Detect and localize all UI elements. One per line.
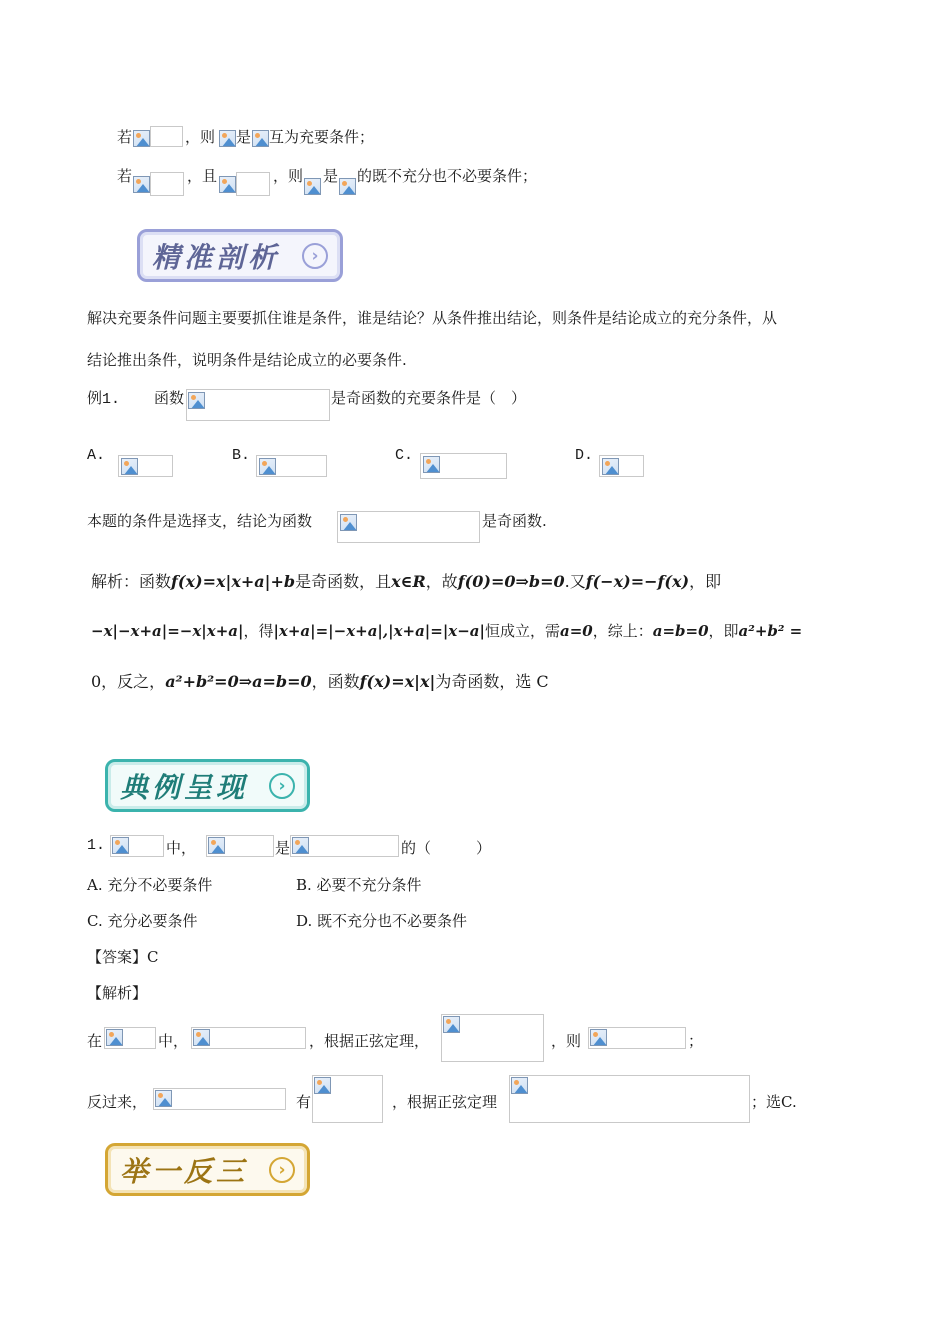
p1-sol2-d: ；选C. [751, 1093, 797, 1111]
option-c-label: C. [395, 447, 414, 464]
image-placeholder-icon [121, 458, 138, 475]
p1-sol1-e: ； [688, 1032, 704, 1050]
answer-line: 【答案】C [87, 948, 159, 966]
image-placeholder-icon [133, 130, 150, 147]
solution-text: 解析：函数 [91, 572, 172, 591]
option-a-label: A. [87, 447, 106, 464]
formula: a=b=0 [652, 622, 709, 640]
image-placeholder-icon [314, 1077, 331, 1094]
arrow-right-icon: › [269, 773, 295, 799]
image-placeholder-icon [292, 837, 309, 854]
intro-line1-text-a: 若 [117, 128, 133, 146]
choice-a: A. 充分不必要条件 [87, 876, 213, 894]
solution-text: .又 [564, 572, 586, 591]
image-placeholder-icon [511, 1077, 528, 1094]
image-placeholder-icon [193, 1029, 210, 1046]
formula: f(x)=x|x+a|+b [171, 572, 296, 591]
analysis-heading: 【解析】 [87, 984, 148, 1002]
image-placeholder-icon [219, 176, 236, 193]
intro-line2-text-d: 是 [323, 167, 339, 185]
formula-image-frame [337, 511, 480, 543]
solution-text: ，得 [243, 622, 274, 640]
p1-sol1-a: 在 [87, 1032, 103, 1050]
solution-text: 是奇函数，且 [295, 572, 392, 591]
solution-text: 恒成立，需 [484, 622, 560, 640]
intro-line2-text-a: 若 [117, 167, 133, 185]
solution-text: ，故 [425, 572, 458, 591]
formula-image-frame [186, 389, 330, 421]
solution-text: ，即 [689, 572, 722, 591]
solution-text: 为奇函数，选 C [435, 672, 549, 691]
image-placeholder-icon [443, 1016, 460, 1033]
solution-line3 [91, 669, 549, 692]
intro-line1-text-d: 互为充要条件； [269, 128, 375, 146]
example1-note-prefix: 本题的条件是选择支，结论为函数 [87, 512, 313, 530]
banner-title: 典例呈现 [120, 770, 249, 804]
problem1-mid2: 是 [275, 839, 291, 857]
intro-line1-text-b: ，则 [185, 128, 216, 146]
formula-image-frame [509, 1075, 750, 1123]
example1-suffix: 是奇函数的充要条件是（ ） [331, 389, 527, 407]
formula-image-frame [236, 172, 270, 196]
solution-text: ，即 [708, 622, 739, 640]
formula: x∈R [391, 572, 426, 591]
banner-title: 精准剖析 [152, 240, 281, 274]
example1-note-suffix: 是奇函数. [482, 512, 547, 530]
p1-sol2-b: 有 [296, 1093, 312, 1111]
formula-image-frame [150, 172, 184, 196]
intro-line2-text-e: 的既不充分也不必要条件； [357, 167, 538, 185]
section-banner-examples [105, 759, 310, 812]
formula: f(−x)=−f(x) [585, 572, 690, 591]
p1-sol2-c: ，根据正弦定理 [392, 1093, 498, 1111]
intro-line2-text-b: ，且 [187, 167, 218, 185]
banner-title: 举一反三 [120, 1154, 249, 1188]
image-placeholder-icon [106, 1029, 123, 1046]
image-placeholder-icon [208, 837, 225, 854]
formula: f(0)=0⇒b=0 [457, 572, 565, 591]
arrow-right-icon: › [269, 1157, 295, 1183]
problem1-mid1: 中， [166, 839, 197, 857]
analysis-paragraph-line1: 解决充要条件问题主要要抓住谁是条件，谁是结论？从条件推出结论，则条件是结论成立的充分条件，从 [87, 309, 778, 327]
solution-line1 [91, 569, 721, 592]
formula: −x|−x+a|=−x|x+a| [91, 622, 244, 640]
example1-prefix: 函数 [154, 389, 185, 407]
solution-text: 0，反之， [91, 672, 166, 691]
image-placeholder-icon [252, 130, 269, 147]
choice-b: B. 必要不充分条件 [296, 876, 422, 894]
image-placeholder-icon [219, 130, 236, 147]
problem1-end: 的（ ） [401, 839, 492, 857]
solution-text: ，综上： [592, 622, 653, 640]
image-placeholder-icon [259, 458, 276, 475]
image-placeholder-icon [188, 392, 205, 409]
intro-line1-text-c: 是 [236, 128, 252, 146]
solution-text: ，函数 [311, 672, 360, 691]
problem1-number: 1. [87, 837, 106, 854]
p1-sol1-c: ，根据正弦定理， [309, 1032, 430, 1050]
image-placeholder-icon [590, 1029, 607, 1046]
formula: a²+b² = [738, 622, 803, 640]
formula: f(x)=x|x| [359, 672, 436, 691]
intro-line2-text-c: ，则 [273, 167, 304, 185]
option-b-label: B. [232, 447, 251, 464]
formula: a=0 [560, 622, 593, 640]
image-placeholder-icon [155, 1090, 172, 1107]
choice-c: C. 充分必要条件 [87, 912, 198, 930]
example1-label: 例1. [87, 391, 121, 408]
choice-d: D. 既不充分也不必要条件 [296, 912, 468, 930]
image-placeholder-icon [304, 178, 321, 195]
formula: |x+a|=|−x+a|,|x+a|=|x−a| [273, 622, 485, 640]
image-placeholder-icon [602, 458, 619, 475]
p1-sol2-a: 反过来， [87, 1093, 148, 1111]
formula-image-frame [150, 126, 183, 147]
analysis-paragraph-line2: 结论推出条件，说明条件是结论成立的必要条件. [87, 351, 407, 369]
section-banner-analysis [137, 229, 343, 282]
image-placeholder-icon [112, 837, 129, 854]
solution-line2 [91, 620, 802, 641]
arrow-right-icon: › [302, 243, 328, 269]
image-placeholder-icon [423, 456, 440, 473]
formula: a²+b²=0⇒a=b=0 [165, 672, 312, 691]
image-placeholder-icon [339, 178, 356, 195]
image-placeholder-icon [340, 514, 357, 531]
formula-image-frame [153, 1088, 286, 1110]
section-banner-practice [105, 1143, 310, 1196]
option-d-label: D. [575, 447, 594, 464]
image-placeholder-icon [133, 176, 150, 193]
p1-sol1-d: ，则 [551, 1032, 582, 1050]
p1-sol1-b: 中， [158, 1032, 189, 1050]
